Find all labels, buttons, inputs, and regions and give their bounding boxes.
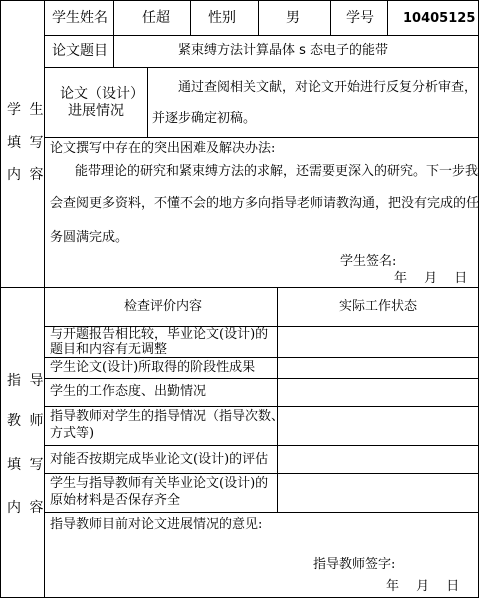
check-row-4-line1: 指导教师对学生的指导情况（指导次数、	[50, 409, 285, 424]
row-line	[44, 67, 479, 68]
student-date-label: 年 月 日	[394, 271, 468, 286]
side-label-teacher-4: 内 容	[7, 500, 46, 516]
side-label-teacher-3: 填 写	[7, 457, 46, 473]
gender-label: 性别	[208, 10, 236, 26]
student-id-value: 10405125	[403, 11, 476, 26]
progress-label-line2: 进展情况	[68, 103, 124, 119]
row-line	[44, 35, 479, 36]
row-line	[44, 406, 479, 407]
check-row-1-line2: 题目和内容有无调整	[50, 342, 168, 357]
name-value: 任超	[142, 10, 170, 26]
topic-value: 紧束缚方法计算晶体 s 态电子的能带	[178, 43, 389, 58]
side-label-teacher-1: 指 导	[7, 373, 46, 389]
header-check-item: 检查评价内容	[124, 299, 203, 314]
check-row-4-line2: 方式等)	[50, 426, 95, 441]
teacher-opinion-label: 指导教师目前对论文进展情况的意见:	[50, 517, 263, 532]
header-actual-status: 实际工作状态	[339, 299, 418, 314]
row-line	[44, 357, 479, 358]
section-divider	[0, 287, 479, 288]
row-line	[44, 378, 479, 379]
cell-divider	[113, 35, 114, 68]
side-label-student-3: 内 容	[7, 167, 46, 183]
row-line	[44, 445, 479, 446]
cell-divider	[147, 67, 148, 138]
row-line	[44, 473, 479, 474]
issues-line1: 能带理论的研究和紧束缚方法的求解，还需要更深入的研究。下一步我	[75, 164, 479, 179]
side-label-student-2: 填 写	[7, 135, 46, 151]
side-label-student-1: 学 生	[7, 102, 46, 118]
check-row-3-line1: 学生的工作态度、出勤情况	[50, 384, 207, 399]
row-line	[44, 512, 479, 513]
issues-line3: 务圆满完成。	[50, 230, 129, 245]
progress-text-line1: 通过查阅相关文献，对论文开始进行反复分析审查，	[178, 80, 478, 95]
cell-divider	[113, 0, 114, 36]
cell-divider	[387, 0, 388, 36]
progress-text-line2: 并逐步确定初稿。	[152, 111, 257, 126]
progress-label-line1: 论文（设计）	[60, 86, 144, 102]
row-line	[44, 137, 479, 138]
check-row-1-line1: 与开题报告相比较，毕业论文(设计)的	[50, 327, 269, 342]
cell-divider	[330, 0, 331, 36]
check-row-2-line1: 学生论文(设计)所取得的阶段性成果	[50, 360, 256, 375]
page-left-border	[0, 0, 1, 598]
issues-line2: 会查阅更多资料，不懂不会的地方多向指导老师请教沟通，把没有完成的任	[50, 196, 479, 211]
topic-label: 论文题目	[52, 43, 108, 59]
check-row-5-line1: 对能否按期完成毕业论文(设计)的评估	[50, 452, 269, 467]
cell-divider	[190, 0, 191, 36]
side-label-teacher-2: 教 师	[7, 413, 46, 429]
check-row-6-line1: 学生与指导教师有关毕业论文(设计)的	[50, 476, 269, 491]
name-label: 学生姓名	[52, 10, 108, 26]
teacher-signature-label: 指导教师签字:	[313, 557, 396, 572]
gender-value: 男	[286, 10, 300, 26]
status-column-divider	[277, 287, 278, 513]
student-id-label: 学号	[346, 10, 374, 26]
cell-divider	[258, 0, 259, 36]
check-row-6-line2: 原始材料是否保存齐全	[50, 493, 181, 508]
issues-heading: 论文撰写中存在的突出困难及解决办法:	[50, 141, 276, 156]
student-signature-label: 学生签名:	[340, 254, 397, 269]
page-top-border	[0, 0, 479, 1]
teacher-date-label: 年 月 日	[386, 579, 460, 594]
